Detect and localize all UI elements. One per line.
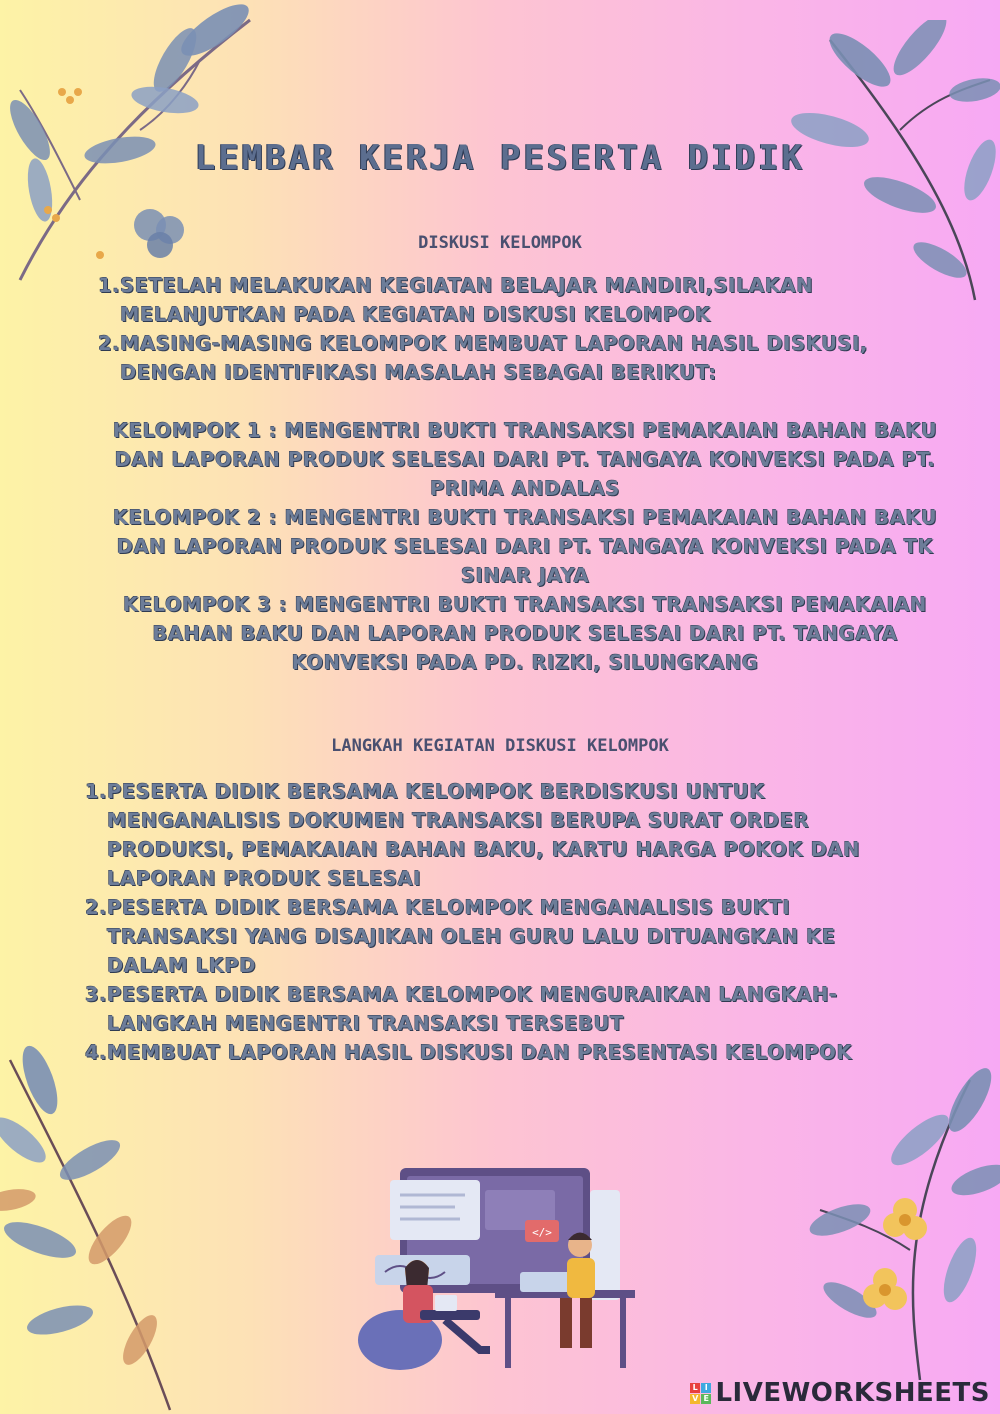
group-line: KELOMPOK 3 : MENGENTRI BUKTI TRANSAKSI TRANSAKSI PEMAKAIAN (123, 593, 927, 616)
list-item (85, 1038, 967, 1067)
list-number: 1. (85, 780, 108, 803)
list-line: MASING-MASING KELOMPOK MEMBUAT LAPORAN HASIL DISKUSI, (120, 332, 869, 355)
yellow-flower-icon (863, 1268, 907, 1310)
group-line: PRIMA ANDALAS (430, 477, 620, 500)
leaf-decoration-bottom-left (0, 1040, 180, 1414)
list-item (98, 271, 960, 329)
list-line: MENGANALISIS DOKUMEN TRANSAKSI BERUPA SURAT ORDER (107, 809, 810, 832)
flower-decoration-bottom-right (800, 1060, 1000, 1380)
list-number: 1. (98, 274, 121, 297)
list-line: TRANSAKSI YANG DISAJIKAN OLEH GURU LALU DITUANGKAN KE (107, 925, 836, 948)
list-line: MEMBUAT LAPORAN HASIL DISKUSI DAN PRESENTASI KELOMPOK (107, 1041, 853, 1064)
discussion-list (98, 271, 960, 387)
discussion-heading: DISKUSI KELOMPOK (418, 233, 582, 253)
group-line: KELOMPOK 2 : MENGENTRI BUKTI TRANSAKSI PEMAKAIAN BAHAN BAKU (112, 506, 938, 529)
list-line: PRODUKSI, PEMAKAIAN BAHAN BAKU, KARTU HARGA POKOK DAN (107, 838, 861, 861)
group-1 (70, 416, 980, 503)
page-title: LEMBAR KERJA PESERTA DIDIK (194, 138, 806, 178)
list-item (85, 777, 967, 893)
list-number: 3. (85, 983, 108, 1006)
watermark-text: LIVEWORKSHEETS (715, 1378, 990, 1408)
group-line: KONVEKSI PADA PD. RIZKI, SILUNGKANG (291, 651, 759, 674)
list-line: PESERTA DIDIK BERSAMA KELOMPOK BERDISKUSI UNTUK (107, 780, 766, 803)
group-3 (70, 590, 980, 677)
group-line: DAN LAPORAN PRODUK SELESAI DARI PT. TANGAYA KONVEKSI PADA PT. (114, 448, 936, 471)
list-line: DALAM LKPD (107, 954, 257, 977)
liveworksheets-logo (690, 1378, 990, 1408)
list-line: PESERTA DIDIK BERSAMA KELOMPOK MENGANALISIS BUKTI (107, 896, 791, 919)
list-line: LAPORAN PRODUK SELESAI (107, 867, 422, 890)
logo-mark-icon: L I V E (690, 1383, 711, 1404)
computer-work-illustration (355, 1160, 645, 1380)
group-line: SINAR JAYA (460, 564, 590, 587)
group-line: KELOMPOK 1 : MENGENTRI BUKTI TRANSAKSI PEMAKAIAN BAHAN BAKU (112, 419, 938, 442)
list-line: DENGAN IDENTIFIKASI MASALAH SEBAGAI BERIKUT: (120, 361, 717, 384)
list-item (85, 980, 967, 1038)
list-number: 2. (98, 332, 121, 355)
group-line: BAHAN BAKU DAN LAPORAN PRODUK SELESAI DARI PT. TANGAYA (152, 622, 898, 645)
list-line: MELANJUTKAN PADA KEGIATAN DISKUSI KELOMPOK (120, 303, 711, 326)
code-tag-icon: </> (532, 1226, 552, 1239)
list-line: PESERTA DIDIK BERSAMA KELOMPOK MENGURAIKAN LANGKAH- (107, 983, 838, 1006)
yellow-flower-icon (883, 1198, 927, 1240)
list-number: 4. (85, 1041, 108, 1064)
list-item (85, 893, 967, 980)
list-line: SETELAH MELAKUKAN KEGIATAN BELAJAR MANDIRI,SILAKAN (120, 274, 814, 297)
list-number: 2. (85, 896, 108, 919)
list-line: LANGKAH MENGENTRI TRANSAKSI TERSEBUT (107, 1012, 624, 1035)
steps-heading: LANGKAH KEGIATAN DISKUSI KELOMPOK (331, 736, 669, 756)
group-line: DAN LAPORAN PRODUK SELESAI DARI PT. TANGAYA KONVEKSI PADA TK (116, 535, 934, 558)
group-assignments (70, 416, 980, 677)
steps-list (85, 777, 967, 1067)
list-item (98, 329, 960, 387)
group-2 (70, 503, 980, 590)
